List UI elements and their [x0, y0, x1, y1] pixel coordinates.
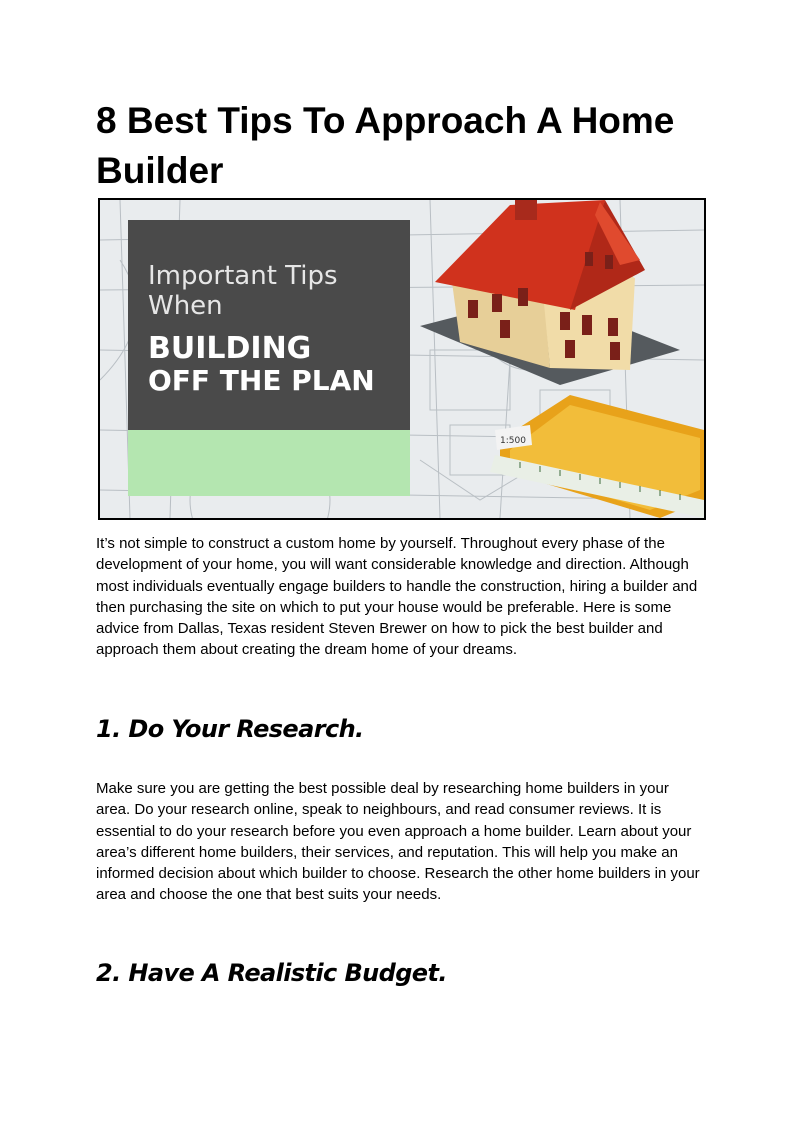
section-body-research: Make sure you are getting the best possible deal by researching home builders in your area. Do your research online, speak to neighbours, and read consumer reviews. It is essential to do your research before you even approach a home builder. Learn about your area’s different home builders, their services, and reputation. This will help you make an informed decision about which builder to choose. Research the other home builders in your area and choose the one that best suits your needs.: [96, 780, 700, 904]
section-heading-research: 1. Do Your Research.: [96, 715, 364, 743]
ruler-scale-label: 1:500: [500, 436, 526, 446]
section-heading-budget: 2. Have A Realistic Budget.: [96, 959, 447, 987]
hero-text-line2: When: [148, 291, 223, 321]
hero-image: [98, 198, 706, 520]
article-title: 8 Best Tips To Approach A Home Builder: [96, 100, 675, 191]
hero-text-line1: Important Tips: [148, 261, 338, 291]
intro-paragraph: It’s not simple to construct a custom home by yourself. Throughout every phase of the development of your home, you will want considerable knowledge and direction. Although most individuals eventually engage builders to handle the construction, hiring a builder and then purchasing the site on which to put your house would be preferable. Here is some advice from Dallas, Texas resident Steven Brewer on how to pick the best builder and approach them about creating the dream home of your dreams.: [96, 535, 698, 659]
hero-text-line4: OFF THE PLAN: [148, 364, 375, 397]
hero-green-bar: [128, 430, 410, 496]
hero-text-panel: [128, 220, 410, 430]
hero-text-line3: BUILDING: [148, 331, 312, 366]
